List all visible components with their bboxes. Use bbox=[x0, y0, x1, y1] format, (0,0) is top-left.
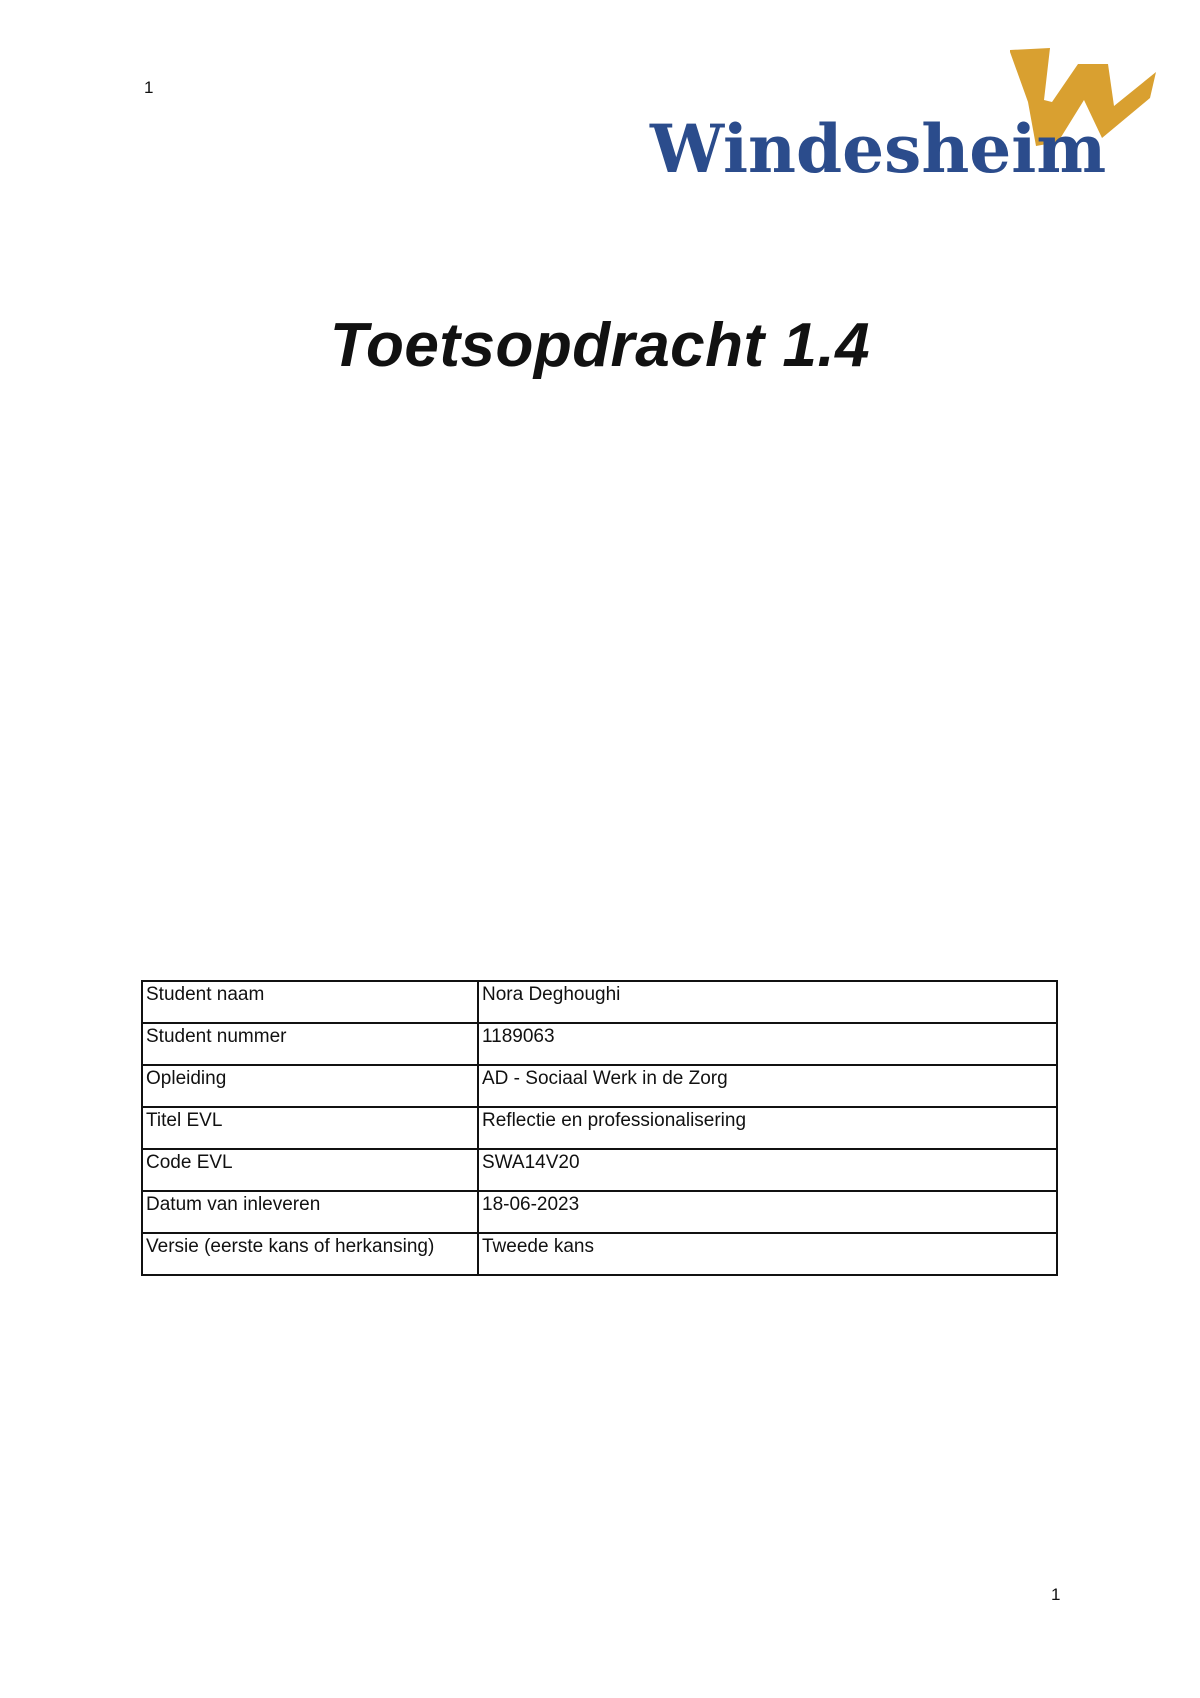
row-value: AD - Sociaal Werk in de Zorg bbox=[478, 1065, 1057, 1107]
table-row bbox=[142, 981, 1057, 1023]
row-label: Datum van inleveren bbox=[142, 1191, 478, 1233]
page-number-top: 1 bbox=[144, 78, 154, 97]
table-row bbox=[142, 1233, 1057, 1275]
row-value: SWA14V20 bbox=[478, 1149, 1057, 1191]
row-value: 1189063 bbox=[478, 1023, 1057, 1065]
row-value: Nora Deghoughi bbox=[478, 981, 1057, 1023]
windesheim-logo bbox=[640, 42, 1160, 182]
table-row bbox=[142, 1191, 1057, 1233]
row-label: Student naam bbox=[142, 981, 478, 1023]
row-label: Student nummer bbox=[142, 1023, 478, 1065]
row-label: Titel EVL bbox=[142, 1107, 478, 1149]
row-value: 18-06-2023 bbox=[478, 1191, 1057, 1233]
row-label: Code EVL bbox=[142, 1149, 478, 1191]
row-value: Tweede kans bbox=[478, 1233, 1057, 1275]
row-value: Reflectie en professionalisering bbox=[478, 1107, 1057, 1149]
page-number-bottom: 1 bbox=[1051, 1585, 1061, 1604]
table-row bbox=[142, 1149, 1057, 1191]
table-row bbox=[142, 1107, 1057, 1149]
logo-wordmark: Windesheim bbox=[650, 110, 1107, 182]
row-label: Versie (eerste kans of herkansing) bbox=[142, 1233, 478, 1275]
document-title: Toetsopdracht 1.4 bbox=[329, 311, 871, 380]
windesheim-logo-graphic bbox=[640, 42, 1160, 182]
table-row bbox=[142, 1065, 1057, 1107]
student-info-table bbox=[141, 980, 1058, 1276]
table-row bbox=[142, 1023, 1057, 1065]
row-label: Opleiding bbox=[142, 1065, 478, 1107]
